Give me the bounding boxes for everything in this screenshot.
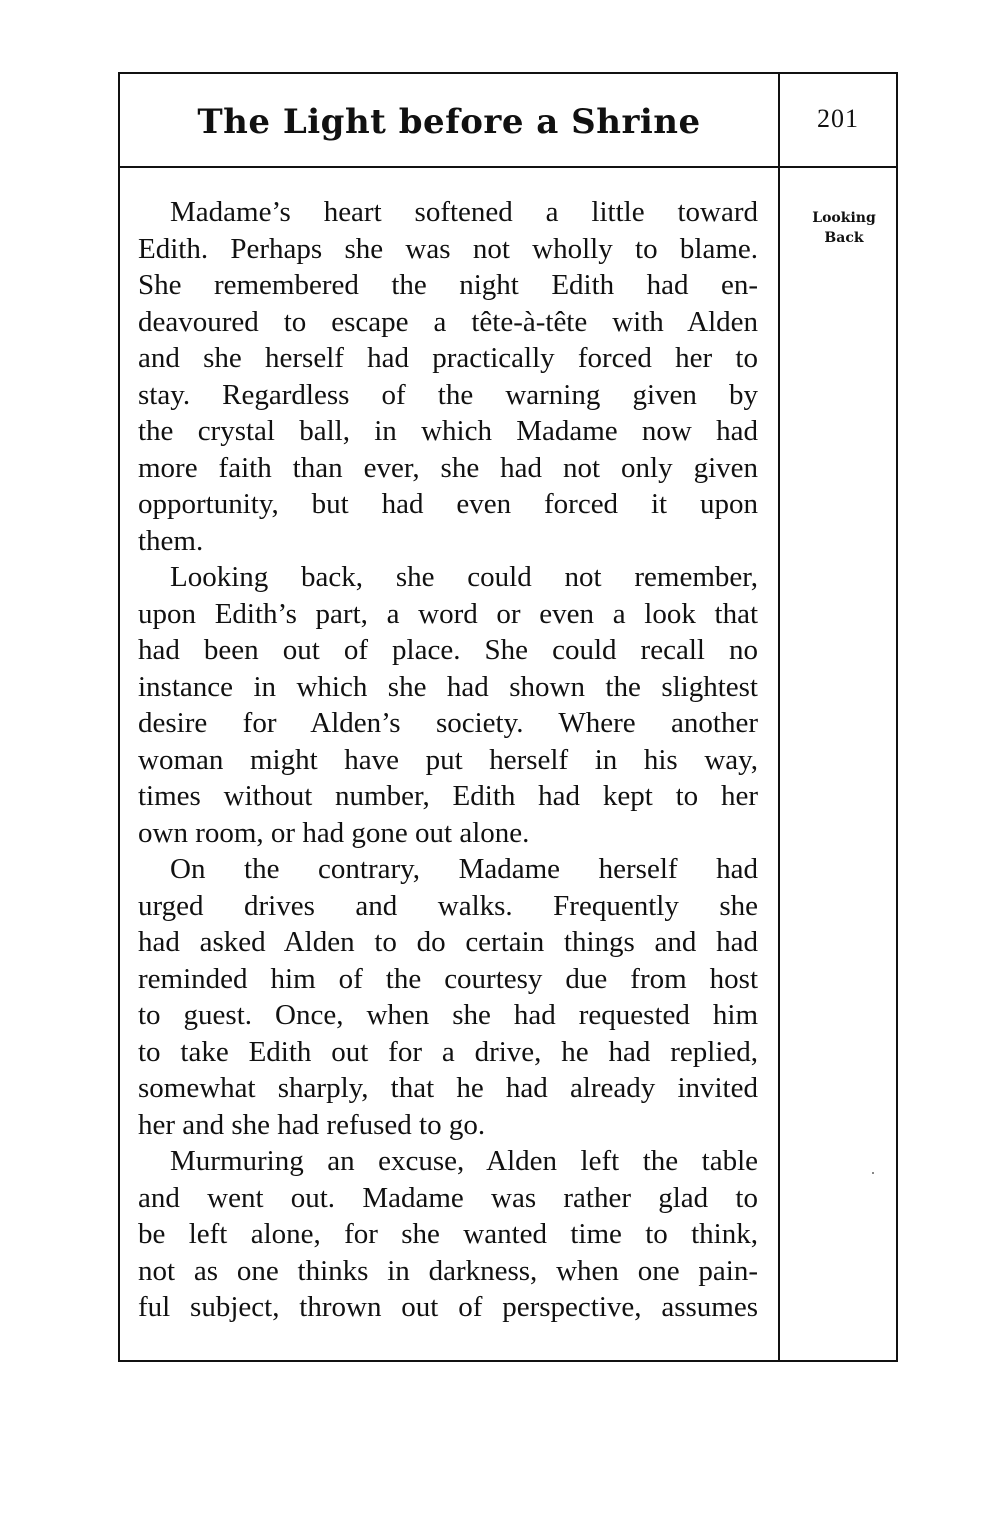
text-line: had asked Alden to do certain things and had (138, 926, 758, 958)
text-line: to take Edith out for a drive, he had replied, (138, 1035, 758, 1068)
text-line: somewhat sharply, that he had already invited (138, 1072, 758, 1104)
text-line: her and she had refused to go. (138, 1108, 486, 1141)
text-line: and she herself had practically forced her to (138, 342, 758, 374)
header-divider (120, 166, 896, 168)
text-line: opportunity, but had even forced it upon (138, 488, 758, 520)
text-line: Murmuring an excuse, Alden left the table (170, 1145, 758, 1177)
margin-note-line: Back (824, 230, 864, 246)
text-line: own room, or had gone out alone. (138, 816, 530, 849)
text-line: She remembered the night Edith had en- (138, 269, 758, 301)
text-line: woman might have put herself in his way, (138, 743, 758, 776)
text-line: the crystal ball, in which Madame now had (138, 415, 758, 447)
page-number: 201 (817, 104, 859, 133)
margin-divider (778, 74, 780, 1360)
text-line: to guest. Once, when she had requested him (138, 999, 758, 1031)
text-line: Madame’s heart softened a little toward (170, 196, 758, 228)
text-line: had been out of place. She could recall no (138, 634, 758, 666)
text-line: them. (138, 524, 204, 557)
page-frame (118, 72, 898, 1362)
text-line: not as one thinks in darkness, when one pain- (138, 1254, 758, 1287)
text-line: urged drives and walks. Frequently she (138, 889, 758, 922)
text-line: upon Edith’s part, a word or even a look that (138, 597, 758, 630)
text-line: be left alone, for she wanted time to think, (138, 1218, 758, 1250)
scan-speck (872, 1172, 874, 1174)
text-line: reminded him of the courtesy due from host (138, 962, 758, 995)
text-line: times without number, Edith had kept to her (138, 780, 758, 812)
text-line: On the contrary, Madame herself had (170, 853, 758, 885)
margin-note (796, 208, 892, 248)
body-text (138, 194, 758, 1326)
text-line: Looking back, she could not remember, (170, 561, 758, 593)
text-line: desire for Alden’s society. Where another (138, 707, 758, 739)
text-line: Edith. Perhaps she was not wholly to blame. (138, 232, 758, 265)
text-line: instance in which she had shown the slightest (138, 670, 758, 703)
text-line: ful subject, thrown out of perspective, assumes (138, 1291, 758, 1323)
margin-note-line: Looking (812, 210, 876, 226)
text-line: deavoured to escape a tête-à-tête with Alden (138, 305, 758, 338)
text-line: stay. Regardless of the warning given by (138, 378, 758, 411)
text-line: more faith than ever, she had not only given (138, 451, 758, 484)
running-title: The Light before a Shrine (197, 102, 701, 142)
text-line: and went out. Madame was rather glad to (138, 1181, 758, 1214)
